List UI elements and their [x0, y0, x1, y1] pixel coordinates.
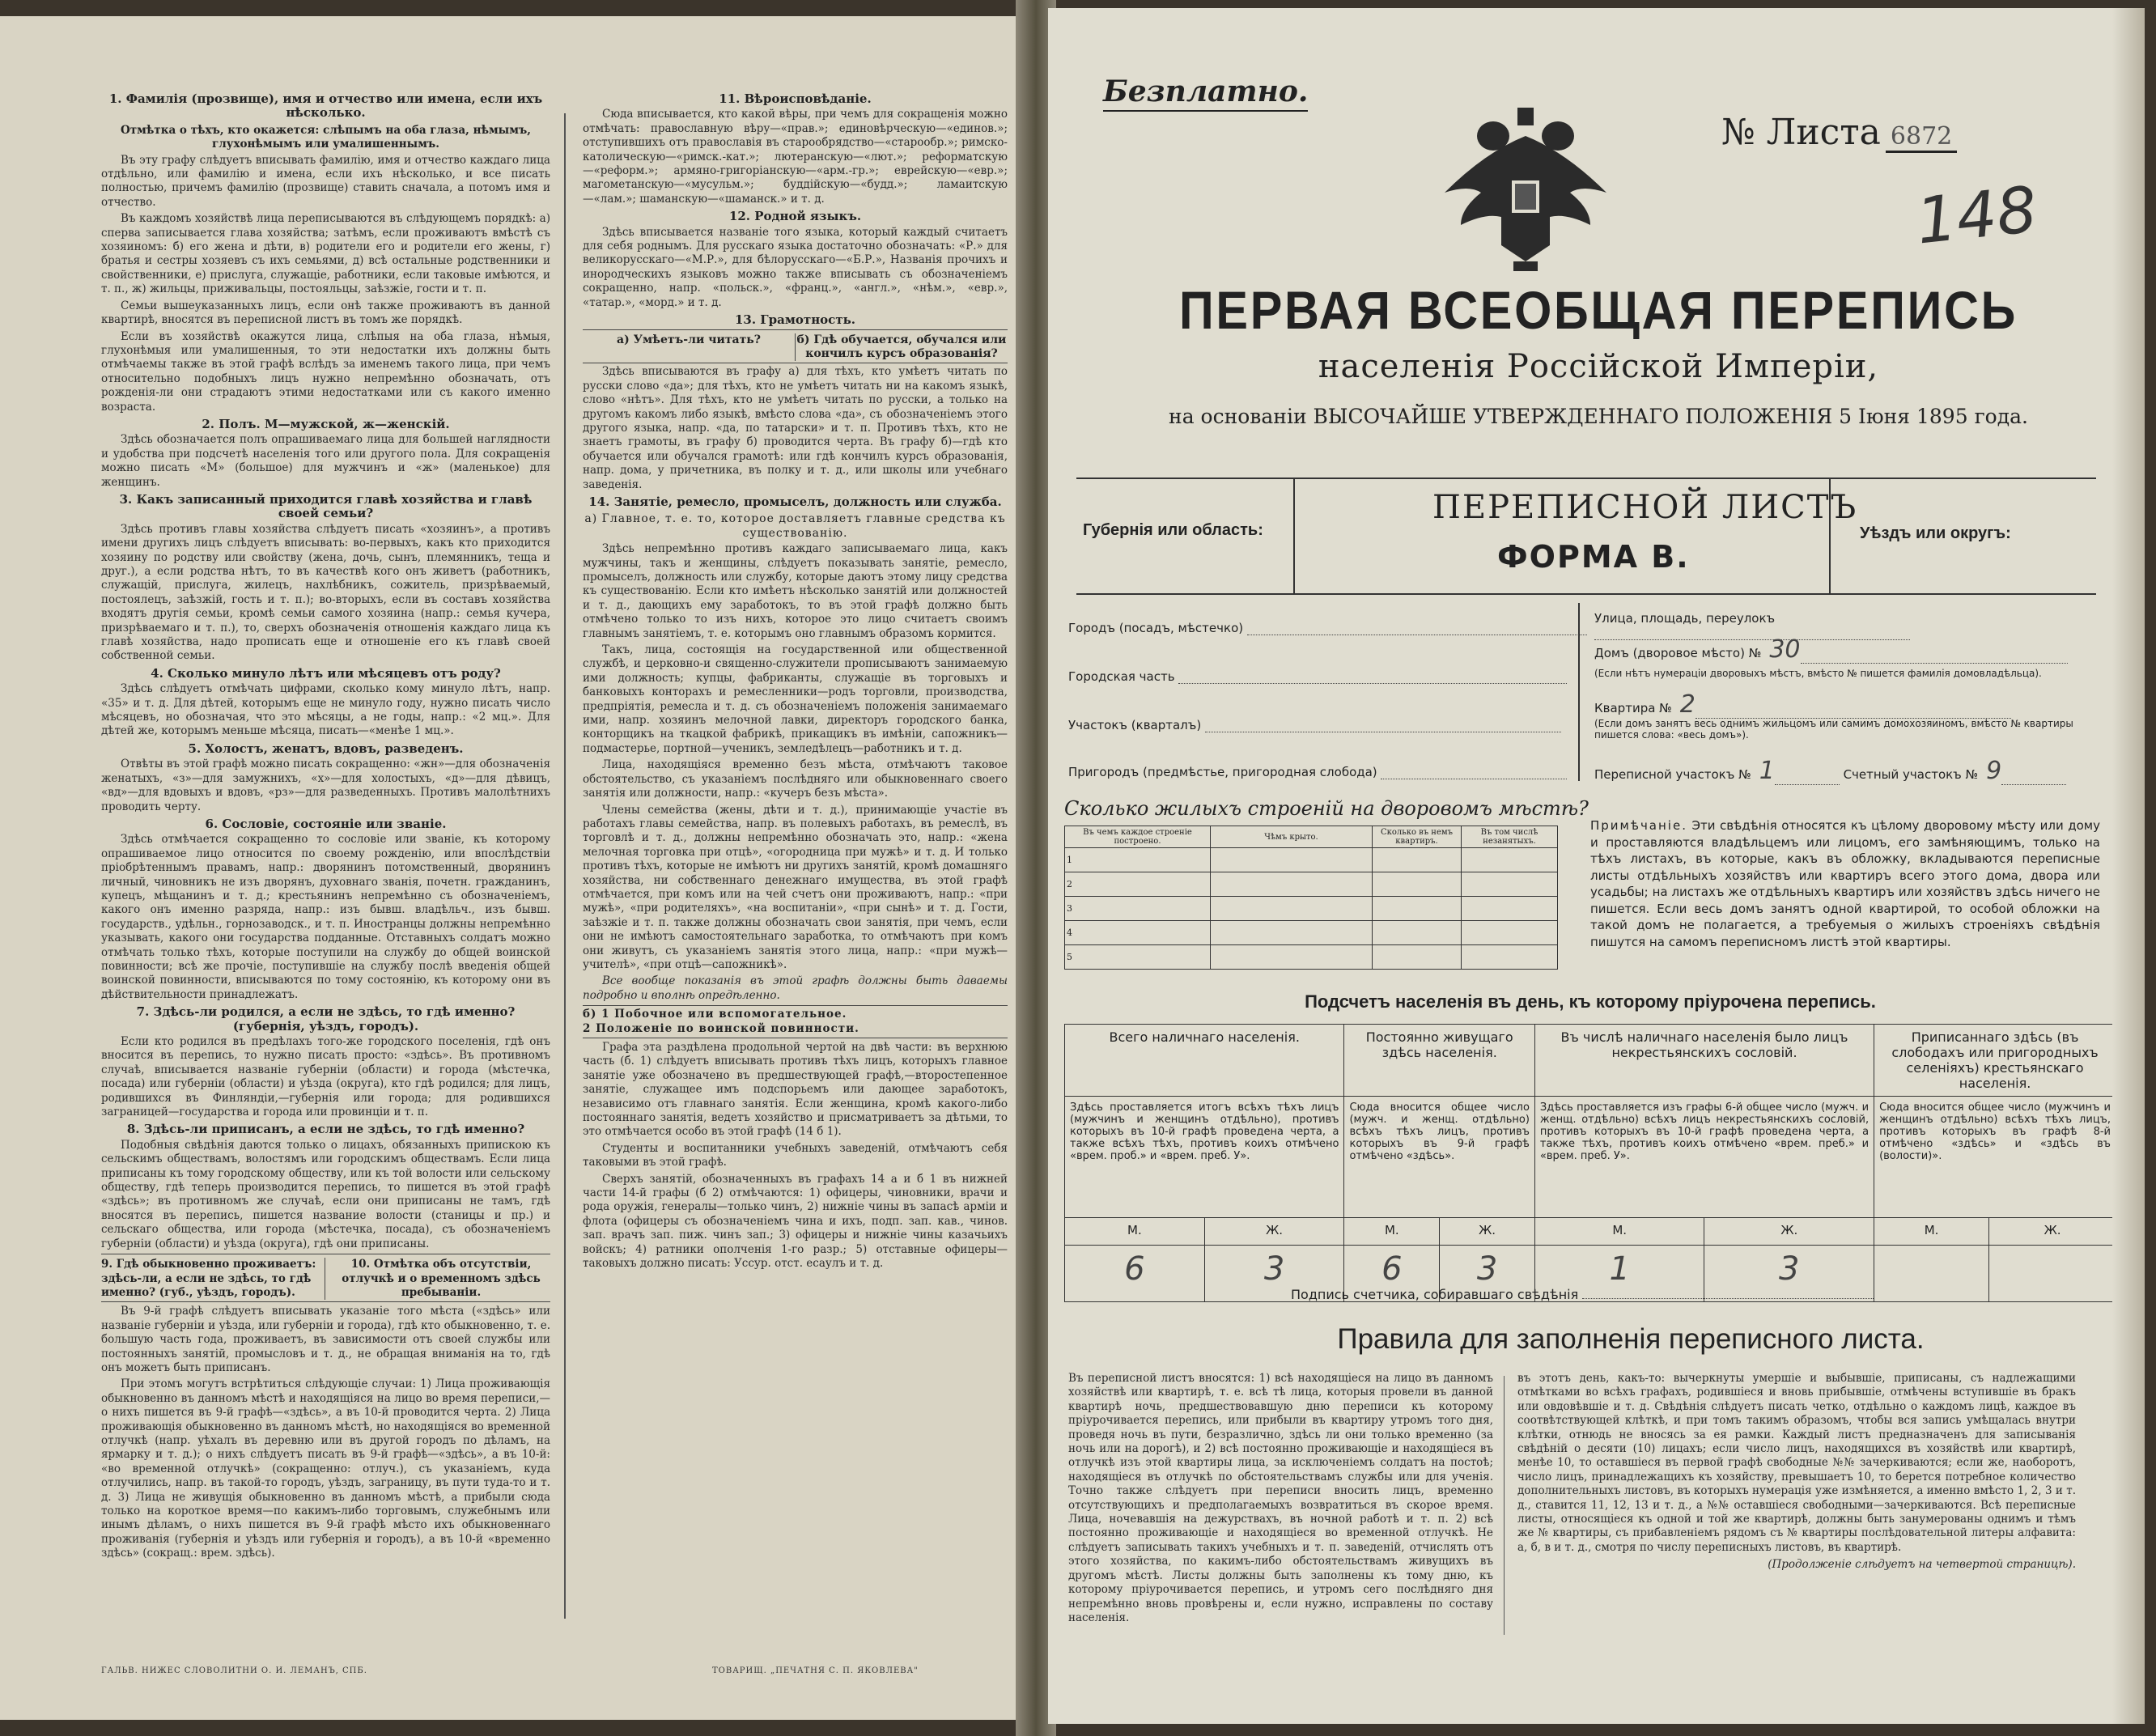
section-8-text: Подобныя свѣдѣнія даются только о лицахъ, обязанныхъ припискою къ сельскимъ обществамъ, волостямъ или городскимъ обществамъ. Если лица приписаны къ тому городскому обществу, или къ той волости или сельскому обществу, гдѣ теперь производится перепись, то пишется въ этой графѣ «здѣсь»; въ противномъ же случаѣ, если они приписаны не тамъ, гдѣ вносятся въ перепись, пишется название волости (станицы и пр.) и сельскаго общества, или города (мѣстечка, посада), съ обозначеніемъ губерніи (области) и уѣзда (округа), гдѣ они приписаны.: [101, 1138, 550, 1250]
page-stack-edge: [2112, 8, 2145, 1724]
section-13-title: 13. Грамотность.: [734, 312, 856, 328]
section-12-title: 12. Родной языкъ.: [728, 209, 862, 224]
double-headed-eagle-emblem: [1437, 104, 1615, 274]
table-row: 1: [1065, 848, 1558, 872]
section-14-text: Члены семейства (жены, дѣти и т. д.), принимающіе участіе въ работахъ главы семейства, напр. въ полевыхъ работахъ, въ ремеслѣ, въ торговлѣ и т. д., должны непремѣнно обозначать это, напр.: «жена мелочная торговка при отцѣ», «огородница при мужѣ» и т. д. И только противъ тѣхъ, которые не имѣютъ ни другихъ занятій, кромѣ домашняго хозяйства, ни собственнаго денежнаго имущества, въ этой графѣ отмѣчается, при комъ или на чей счетъ они проживаютъ, напр.: «при мужѣ», «при родителяхъ», «на воспитаніи», «при сынѣ» и т. д. Гости, заѣзжіе и т. п. также должны обозначать свои занятія, при чемъ, если они не имѣютъ самостоятельнаго заработка, то отмѣчаютъ при комъ они живутъ, съ указаніемъ занятія этого лица, напр.: «при мужѣ—учителѣ», «при отцѣ—сапожникѣ».: [583, 803, 1008, 971]
section-14-title: 14. Занятіе, ремесло, промыселъ, должность или служба.: [588, 494, 1002, 509]
house-note: (Если нѣтъ нумераціи дворовыхъ мѣстъ, вмѣсто № пишется фамилія домовладѣльца).: [1594, 668, 2042, 679]
province-label: Губернія или область:: [1083, 521, 1263, 539]
left-footer-2: ТОВАРИЩ. „ПЕЧАТНЯ С. П. ЯКОВЛЕВА": [712, 1666, 919, 1675]
population-count-table: [1064, 1024, 2116, 1302]
female-label: Ж.: [1440, 1218, 1535, 1246]
section-2-title: 2. Полъ. М—мужской, ж—женскій.: [202, 416, 450, 431]
sheet-number-label: № Листа: [1721, 112, 1881, 153]
buildings-col-header: Въ чемъ каждое строеніе построено.: [1065, 826, 1211, 848]
rules-divider: [1504, 1376, 1505, 1635]
right-page: [1048, 8, 2145, 1724]
count-value: [1874, 1246, 1989, 1302]
section-1-text: Семьи вышеуказанныхъ лицъ, если онѣ также проживаютъ въ данной квартирѣ, вносятся въ переписной листъ въ томъ же порядкѣ.: [101, 299, 550, 327]
section-1-text: Въ каждомъ хозяйствѣ лица переписываются въ слѣдующемъ порядкѣ: а) сперва записывается глава хозяйства; затѣмъ, если проживаютъ вмѣстѣ съ хозяиномъ: б) его жена и дѣти, в) родители его и родители его жены, г) братья и сестры хозяевъ съ ихъ семьями, д) всѣ остальные родственники и свойственники, е) прислуга, служащіе, работники, если таковые имѣются, и т. п., ж) жильцы, приживальцы, постояльцы, заѣзжіе, гости и т. п.: [101, 212, 550, 296]
section-4-text: Здѣсь слѣдуетъ отмѣчать цифрами, сколько кому минуло лѣтъ, напр. «35» и т. д. Для дѣтей, которымъ еще не минуло году, нужно писать число мѣсяцевъ, но обозначая, что это мѣсяцы, а не годы, напр.: «2 мц.». Для дѣтей же, которымъ меньше мѣсяца, писать—«менѣе 1 мц.».: [101, 682, 550, 738]
house-value: 30: [1769, 635, 1801, 664]
section-1-title: 1. Фамилія (прозвище), имя и отчество или имена, если ихъ нѣсколько.: [108, 91, 543, 121]
section-6-title: 6. Сословіе, состояніе или званіе.: [205, 816, 447, 831]
section-8-title: 8. Здѣсь-ли приписанъ, а если не здѣсь, то гдѣ именно?: [126, 1122, 525, 1137]
count-col-header: Постоянно живущаго здѣсь населенія.: [1344, 1025, 1534, 1097]
male-label: М.: [1344, 1218, 1440, 1246]
section-7-title: 7. Здѣсь-ли родился, а если не здѣсь, то гдѣ именно? (губернія, уѣздъ, городъ).: [136, 1004, 516, 1034]
house-field: Домъ (дворовое мѣсто) № 30: [1594, 635, 2068, 664]
left-page: [0, 16, 1021, 1720]
census-district-field: Переписной участокъ № 1 Счетный участокъ № 9: [1594, 757, 2066, 785]
count-value: 6: [1065, 1246, 1205, 1302]
buildings-table-header: [1065, 826, 1558, 848]
section-14-text: Такъ, лица, состоящія на государственной или общественной службѣ, и церковно-и священно-служители прописываютъ занимаемую ими должность; купцы, фабриканты, служащіе въ торговыхъ и банковыхъ конторахъ и ремесленники—родъ торговли, производства, предпріятія, ремесла и т. д. съ обозначеніемъ положенія занимаемаго ими, напр. хозяинъ мелочной лавки, директоръ городского банка, конторщикъ на ткацкой фабрикѣ, прикащикъ въ имѣніи, сапожникъ—подмастерье, портной—ученикъ, земледѣлецъ—работникъ и т. д.: [583, 643, 1008, 755]
census-subtitle: населенія Россійской Имперіи,: [1318, 348, 1879, 385]
table-row: 4: [1065, 921, 1558, 945]
count-value: 1: [1534, 1246, 1704, 1302]
sheet-number-value: 6872: [1886, 122, 1957, 153]
female-label: Ж.: [1704, 1218, 1874, 1246]
count-col-desc: Сюда вносится общее число (мужч. и женщ. отдѣльно) всѣхъ тѣхъ лицъ, противъ которыхъ въ 9-й графѣ отмѣчено «здѣсь».: [1344, 1097, 1534, 1218]
section-7-text: Если кто родился въ предѣлахъ того-же городского поселенія, гдѣ онъ вносится въ перепись, то нужно писать просто: «здѣсь». Въ противномъ случаѣ, вписывается названіе губерніи (области) и города (мѣстечка, посада) или губерніи (области) и уѣзда (округа), кто гдѣ родился; для лицъ, родившихся въ Финляндіи,—губернія или города; для родившихся заграницей—государства и города или провинціи и т. п.: [101, 1035, 550, 1119]
section-14b1-title: б) 1 Побочное или вспомогательное.: [583, 1008, 847, 1021]
section-14-text: Сверхъ занятій, обозначенныхъ въ графахъ 14 а и б 1 въ нижней части 14-й графы (б 2) отмѣчаются: 1) офицеры, чиновники, врачи и рода оружія, генералы—только чинъ, 2) нижніе чины въ запасѣ арміи и флота (офицеры съ обозначеніемъ чина и ихъ, подп. зап. кав., чинов. зап. врачъ зап. пиж. чинъ зап.; 3) офицеры и нижніе чины казачьихъ войскъ; 4) ратники ополченія 1-го разр.; 5) отставные офицеры—таковыхъ должно писать: Уссур. отст. есаулъ и т. д.: [583, 1172, 1008, 1271]
street-field: Улица, площадь, переулокъ: [1594, 611, 2088, 640]
form-letter: ФОРМА В.: [1497, 539, 1690, 575]
section-9-title: 9. Гдѣ обыкновенно проживаетъ: здѣсь-ли, а если не здѣсь, то гдѣ именно? (губ., уѣздъ, городъ).: [101, 1258, 325, 1300]
census-district-value: 1: [1759, 757, 1775, 785]
left-footer-1: ГАЛЬВ. НИЖЕС СЛОВОЛИТНИ О. И. ЛЕМАНЪ, СПБ.: [101, 1666, 367, 1675]
count-col-desc: Здѣсь проставляется итогъ всѣхъ тѣхъ лицъ (мужчинъ и женщинъ отдѣльно), противъ которыхъ въ 10-й графѣ проведена черта, а также всѣхъ тѣхъ, противъ коихъ отмѣчено «врем. проб.» и «врем. преб. У».: [1065, 1097, 1344, 1218]
section-13b-title: б) Гдѣ обучается, обучался или кончилъ курсъ образованія?: [796, 333, 1007, 360]
section-3-title: 3. Какъ записанный приходится главѣ хозяйства и главѣ своей семьи?: [119, 491, 533, 521]
apartment-note: (Если домъ занятъ весь однимъ жильцомъ или самимъ домохозяиномъ, вмѣсто № квартиры пишется слова: «весь домъ»).: [1594, 718, 2073, 741]
form-header-box: [1076, 478, 2096, 595]
apartment-value: 2: [1679, 690, 1696, 719]
census-title: ПЕРВАЯ ВСЕОБЩАЯ ПЕРЕПИСЬ: [1179, 280, 2018, 340]
section-11-text: Сюда вписывается, кто какой вѣры, при чемъ для сокращенія можно отмѣчать: православную вѣру—«прав.»; единовѣрческую—«единов.»; отступившихъ отъ православія въ старообрядство—«старообр.»; римско-католическую—«римск.-кат.»; лютеранскую—«лют.»; реформатскую—«реформ.»; армяно-григоріанскую—«арм.-гр.»; еврейскую—«евр.»; магометанскую—«мусульм.»; буддійскую—«будд.»; ламаитскую—«лам.»; шаманскую—«шаманск.» и т. д.: [583, 108, 1008, 206]
enumerator-signature-field: Подпись счетчика, собиравшаго свѣдѣнія: [1291, 1287, 1874, 1302]
handwritten-number: 148: [1912, 173, 2041, 259]
male-label: М.: [1874, 1218, 1989, 1246]
section-14-text: Графа эта раздѣлена продольной чертой на двѣ части: въ верхнюю часть (б. 1) слѣдуетъ вписывать противъ тѣхъ лицъ, которыхъ главное занятіе уже обозначено въ предшествующей графѣ,—второстепенное занятіе, служащее имъ подспорьемъ или дающее заработокъ, независимо отъ главнаго занятія. Если женщина, кромѣ какого-либо постояннаго занятія, ведетъ хозяйство и присматриваетъ за дѣтьми, то это отмѣчается особо въ этой графѣ (14 б 1).: [583, 1041, 1008, 1139]
section-3-text: Здѣсь противъ главы хозяйства слѣдуетъ писать «хозяинъ», а противъ имени другихъ лицъ слѣдуетъ вписывать: во-первыхъ, какъ кто приходится хозяину по родству или свойству (жена, дочь, сынъ, племянникъ, теща и друг.), а если родства нѣтъ, то въ качествѣ кого онъ живетъ (работникъ, служащій, прислуга, жилецъ, нахлѣбникъ, сожитель, призрѣваемый, постоялецъ, заѣзжій, гость и т. п.); во-вторыхъ, если въ составъ хозяйства входятъ другія семьи, кромѣ семьи самого хозяина (напр.: семья кучера, призрѣваемаго и т. п.), то, сверхъ обозначенія отношенія каждаго лица къ главѣ хозяйства, надо прописать еще и отношеніе его къ главѣ своей собственной семьи.: [101, 522, 550, 663]
count-value: 3: [1440, 1246, 1535, 1302]
section-9-text: При этомъ могутъ встрѣтиться слѣдующіе случаи: 1) Лица проживающія обыкновенно въ данномъ мѣстѣ и находящіяся на лицо во время переписи,—о нихъ пишется въ 9-й графѣ—«здѣсь», а въ 10-й проводится черта. 2) Лица проживающія обыкновенно въ данномъ мѣстѣ, но находящіяся во временной отлучкѣ (напр. уѣхалъ въ деревню или въ другой городъ по дѣламъ, на ярмарку и т. д.); о нихъ слѣдуетъ писать въ 9-й графѣ—«здѣсь», а въ 10-й: «во временной отлучкѣ» (сокращенно: отлуч.), съ указаніемъ, куда отлучились, напр. въ такой-то городъ, уѣздъ, заграницу, въ пути туда-то и т. д. 3) Лица не живущія обыкновенно въ данномъ мѣстѣ, а прибыли сюда только на короткое время—по какимъ-либо торговымъ, служебнымъ или инымъ дѣламъ, о нихъ пишется въ 9-й графѣ мѣсто ихъ обыкновеннаго проживанія (губернія и уѣздъ или губернія и городъ), а въ 10-й «временно здѣсь» (сокращ.: врем. здѣсь).: [101, 1377, 550, 1560]
buildings-col-header: Чѣмъ крыто.: [1211, 826, 1373, 848]
table-row: 5: [1065, 945, 1558, 970]
female-label: Ж.: [1204, 1218, 1344, 1246]
free-label: Безплатно.: [1103, 74, 1308, 112]
count-value: 6: [1344, 1246, 1440, 1302]
rules-column-1: Въ переписной листъ вносятся: 1) всѣ находящіеся на лицо въ данномъ хозяйствѣ или квартирѣ, т. е. всѣ тѣ лица, которыя провели въ данной квартирѣ ночь, предшествовавшую дню переписи къ которому пріурочивается перепись, или прибыли въ квартиру утромъ того дня, проведя ночь въ пути, безразлично, здѣсь ли они только временно (за ночь или на дорогѣ), и 2) всѣ постоянно проживающіе и находящіеся въ отлучкѣ изъ этой квартиры лица, за исключеніемъ солдатъ на постоѣ; находящіеся въ отлучкѣ по обстоятельствамъ службы или для ученія. Точно также слѣдуетъ при переписи вносить лицъ, временно отсутствующихъ и предполагаемыхъ возвратиться въ скорое время. Лица, ночевавшія на дежурствахъ, въ ночной работѣ и т. п. 2) всѣ постоянно проживающіе и находящіеся во временной отлучкѣ. Не слѣдуетъ записывать такихъ учебныхъ и т. п. заведеній, отчислять отъ этого хозяйства, по какимъ-либо обстоятельствамъ живущихъ въ другомъ мѣстѣ. Листы должны быть заполнены къ тому дню, къ которому пріурочивается перепись, и утромъ сего послѣдняго дня непремѣнно вновь провѣрены и, если нужно, исправлены по составу населенія.: [1068, 1372, 1493, 1624]
section-6-text: Здѣсь отмѣчается сокращенно то сословіе или званіе, къ которому опрашиваемое лицо относится по своему рожденію, или впослѣдствіи пріобрѣтеннымъ правамъ, напр.: дворянинъ потомственный, дворянинъ личный, чиновникъ не изъ дворянъ, духовнаго званія, почетн. гражданинъ, купецъ, мѣщанинъ и т. д.; крестьянинъ непремѣнно съ обозначеніемъ, какого онъ именно разряда, напр.: изъ бывш. владѣльч., изъ бывш. государств., удѣльн., горнозаводск., и т. п. Иностранцы должны непремѣнно указывать, какого они государства подданные. Отставныхъ солдатъ можно отмѣчать только тѣхъ, которые поступили на службу до общей воинской повинности; всѣ же прочіе, поступившіе на службу послѣ введенія общей воинской повинности, вписываются по тому состоянію, къ которому они въ дѣйствительности принадлежатъ.: [101, 833, 550, 1001]
section-12-text: Здѣсь вписывается названіе того языка, который каждый считаетъ для себя роднымъ. Для русскаго языка достаточно обозначать: «Р.» для великорусскаго—«М.Р.», для бѣлорусскаго—«Б.Р.», Названія прочихъ и инородческихъ языковъ можно также вписывать съ обозначеніемъ сокращенно, напр. «польск.», «франц.», «англ.», «нѣм.», «евр.», «татар.», «морд.» и т. д.: [583, 225, 1008, 309]
male-label: М.: [1065, 1218, 1205, 1246]
male-label: М.: [1534, 1218, 1704, 1246]
count-district-value: 9: [1986, 757, 2002, 785]
count-value: 3: [1204, 1246, 1344, 1302]
section-5-text: Отвѣты въ этой графѣ можно писать сокращенно: «жн»—для обозначенія женатыхъ, «з»—для замужнихъ, «х»—для холостыхъ, «д»—для дѣвицъ, «вд»—для вдовыхъ и вдовъ, «рз»—для разведенныхъ. Противъ малолѣтнихъ проводить черту.: [101, 758, 550, 813]
count-col-header: Всего наличнаго населенія.: [1065, 1025, 1344, 1097]
left-column-1: [101, 89, 550, 1564]
town-part-field: Городская часть: [1068, 669, 1567, 684]
female-label: Ж.: [1989, 1218, 2116, 1246]
section-11-title: 11. Вѣроисповѣданіе.: [719, 91, 872, 106]
form-title: ПЕРЕПИСНОЙ ЛИСТЪ: [1432, 489, 1858, 526]
note-text: Эти свѣдѣнія относятся къ цѣлому дворовому мѣсту или дому и проставляются владѣльцемъ или лицомъ, его замѣняющимъ, только на тѣхъ листахъ, въ которые, какъ въ обложку, вкладываются переписные листы отдѣльныхъ хозяйствъ или квартиръ всего этого дома, двора или усадьбы; на листахъ же отдѣльныхъ квартиръ или хозяйствъ здѣсь ничего не пишется. Если весь домъ занятъ одной квартирой, то особой обложки на такой домъ не полагается, а требуемыя о жилыхъ строеніяхъ свѣдѣнія пишутся на самомъ переписномъ листѣ этой квартиры.: [1590, 818, 2100, 949]
buildings-note: [1590, 817, 2100, 950]
table-row: 2: [1065, 872, 1558, 897]
note-heading: Примѣчаніе.: [1590, 818, 1687, 833]
district-label: Уѣздъ или округъ:: [1860, 524, 2011, 542]
section-9-text: Въ 9-й графѣ слѣдуетъ вписывать указаніе того мѣста («здѣсь» или названіе губерніи и уѣзда, или губерніи и города), гдѣ кто обыкновенно, т. е. большую часть года, проживаетъ, въ зависимости отъ своей службы или постоянныхъ занятій, промысловъ и т. д., не обращая вниманія на то, гдѣ онъ можетъ быть приписанъ.: [101, 1305, 550, 1374]
section-13-text: Здѣсь вписываются въ графу а) для тѣхъ, кто умѣетъ читать по русски слово «да»; для тѣхъ, кто не умѣетъ читать ни на какомъ языкѣ, слово «нѣтъ». Для тѣхъ, кто не умѣетъ читать по русски, а только на другомъ какомъ либо языкѣ, вмѣсто слова «да», съ обозначеніемъ этого другого языка, напр. «да, по татарски» и т. п. Противъ тѣхъ, кто не знаетъ грамоты, въ графу б) проводится черта. Въ графу б)—гдѣ кто обучается или обучался грамотѣ: или гдѣ кончилъ курсъ образованія, напр. дома, у причетника, въ полку и т. д., или школы или учебнаго заведенія.: [583, 365, 1008, 491]
section-13a-title: а) Умѣетъ-ли читать?: [583, 333, 796, 362]
population-count-title: Подсчетъ населенія въ день, къ которому пріурочена перепись.: [1305, 991, 1876, 1012]
section-14b2-title: 2 Положеніе по воинской повинности.: [583, 1021, 859, 1035]
section-2-text: Здѣсь обозначается полъ опрашиваемаго лица для большей наглядности и удобства при подсчетѣ населенія того или другого пола. Для сокращенія можно писать «М» (большое) для мужчинъ и «ж» (маленькое) для женщинъ.: [101, 433, 550, 489]
address-block: [1060, 603, 2088, 793]
section-1-subtitle: Отмѣтка о тѣхъ, кто окажется: слѣпымъ на оба глаза, нѣмымъ, глухонѣмымъ или умалишеннымъ.: [121, 123, 531, 151]
rules-continued-note: (Продолженіе слѣдуетъ на четвертой страницѣ).: [1768, 1558, 2076, 1572]
count-col-desc: Здѣсь проставляется изъ графы 6-й общее число (мужч. и женщ. отдѣльно) всѣхъ лицъ некрестьянскихъ сословій, противъ которыхъ въ 10-й графѣ проведена черта, а также тѣхъ, противъ коихъ отмѣчено «врем. преб.» и «врем. преб. У».: [1534, 1097, 1874, 1218]
section-14-text: Студенты и воспитанники учебныхъ заведеній, отмѣчаютъ себя таковыми въ этой графѣ.: [583, 1141, 1008, 1169]
buildings-col-header: Сколько въ немъ квартиръ.: [1373, 826, 1462, 848]
table-row: 3: [1065, 897, 1558, 921]
buildings-col-header: Въ том числѣ незанятыхъ.: [1462, 826, 1558, 848]
section-14-text: Здѣсь непремѣнно противъ каждаго записываемаго лица, какъ мужчины, такъ и женщины, слѣдуетъ показывать занятіе, ремесло, промыселъ, должность или службу, которые даютъ этому лицу средства къ существованію. Если кто имѣетъ нѣсколько занятій или должностей и т. д., дающихъ ему заработокъ, то въ этой графѣ должно быть отмѣчено только то изъ нихъ, которое это лицо считаетъ своимъ главнымъ занятіемъ, т. е. которымъ оно главнымъ образомъ кормится.: [583, 542, 1008, 640]
town-field: Городъ (посадъ, мѣстечко): [1068, 621, 1587, 635]
count-value: 3: [1704, 1246, 1874, 1302]
count-col-desc: Сюда вносится общее число (мужчинъ и женщинъ отдѣльно) всѣхъ тѣхъ лицъ, противъ которыхъ въ графѣ 8-й отмѣчено «здѣсь» и «здѣсь въ (волости)».: [1874, 1097, 2116, 1218]
section-14-text: Лица, находящіяся временно безъ мѣста, отмѣчаютъ таковое обстоятельство, съ указаніемъ послѣдняго или обыкновеннаго своего занятія или должности, напр.: «кучеръ безъ мѣста».: [583, 758, 1008, 800]
section-10-title: 10. Отмѣтка объ отсутствіи, отлучкѣ и о временномъ здѣсь пребываніи.: [342, 1258, 541, 1299]
section-1-text: Въ эту графу слѣдуетъ вписывать фамилію, имя и отчество каждаго лица отдѣльно, или фамилію и имена, если ихъ нѣсколько, и все писать полностью, причемъ фамилію (прозвище) ставить сначала, а потомъ имя и отчество.: [101, 153, 550, 209]
column-divider: [564, 113, 566, 1619]
rules-column-2: въ этотъ день, какъ-то: вычеркнуты умершіе и выбывшіе, приписаны, съ надлежащими отмѣтками во всѣхъ графахъ, родившіеся и вновь прибывшіе, отмѣчены вступившіе въ бракъ или овдовѣвшіе и т. д. Свѣдѣнія слѣдуетъ писать четко, отдѣльно о каждомъ лицѣ, каждое въ соотвѣтствующей клѣткѣ, и при томъ такимъ образомъ, чтобы вся запись умѣщалась внутри клѣтки, отнюдь не вносясь за ея рамки. Каждый листъ предназначенъ для записыванія свѣдѣній о десяти (10) лицахъ; если число лицъ, находящихся въ хозяйствѣ или квартирѣ, менѣе 10, то оставшіеся въ первой графѣ свободные №№ зачеркиваются; если же, наоборотъ, число лицъ, принадлежащихъ къ хозяйству, превышаетъ 10, то берется потребное количество дополнительныхъ листовъ, въ которыхъ нумерація уже измѣняется, а именно вмѣсто 1, 2, 3 и т. д., ставится 11, 12, 13 и т. д., а №№ оставшіеся свободными—зачеркиваются. Всѣ переписные листы, относящіеся къ одной и той же квартирѣ, должны быть занумерованы однимъ и тѣмъ же № квартиры, съ прибавленіемъ рядомъ съ № квартиры послѣдовательной литеры алфавита: а, б, в и т. д., смотря по числу переписныхъ листовъ, въ квартирѣ. (Продолженіе слѣдуетъ на четвертой страницѣ).: [1517, 1372, 2076, 1572]
sheet-number: [1721, 112, 1957, 153]
census-basis: на основаніи ВЫСОЧАЙШЕ УТВЕРЖДЕННАГО ПОЛОЖЕНІЯ 5 Іюня 1895 года.: [1169, 405, 2028, 428]
apartment-field: Квартира № 2: [1594, 690, 2011, 719]
buildings-table: [1064, 826, 1558, 970]
count-value: [1989, 1246, 2116, 1302]
left-column-2: [583, 89, 1008, 1274]
buildings-question: Сколько жилыхъ строеній на дворовомъ мѣстѣ?: [1064, 797, 1589, 820]
section-14a-title: а) Главное, т. е. то, которое доставляетъ главные средства къ существованію.: [584, 512, 1006, 540]
section-14-text: Все вообще показанія въ этой графѣ должны быть даваемы подробно и вполнѣ опредѣленно.: [583, 974, 1008, 1002]
count-col-header: Въ числѣ наличнаго населенія было лицъ некрестьянскихъ сословій.: [1534, 1025, 1874, 1097]
plot-field: Участокъ (кварталъ): [1068, 718, 1561, 732]
section-1-text: Если въ хозяйствѣ окажутся лица, слѣпыя на оба глаза, нѣмыя, глухонѣмыя или умалишенныя, то эти недостатки ихъ должны быть отмѣчаемы также въ этой графѣ вслѣдъ за именемъ такого лица, при чемъ относительно подобныхъ лицъ нужно непремѣнно обозначать, отъ рожденія-ли они страдаютъ этими недостатками или съ какого именно возраста.: [101, 329, 550, 414]
suburb-field: Пригородъ (предмѣстье, пригородная слобода): [1068, 765, 1567, 779]
section-5-title: 5. Холостъ, женатъ, вдовъ, разведенъ.: [188, 741, 464, 756]
count-col-header: Приписаннаго здѣсь (въ слободахъ или пригородныхъ селеніяхъ) крестьянскаго населенія.: [1874, 1025, 2116, 1097]
rules-title: Правила для заполненія переписного листа.: [1337, 1323, 1925, 1355]
section-4-title: 4. Сколько минуло лѣтъ или мѣсяцевъ отъ роду?: [151, 665, 501, 681]
